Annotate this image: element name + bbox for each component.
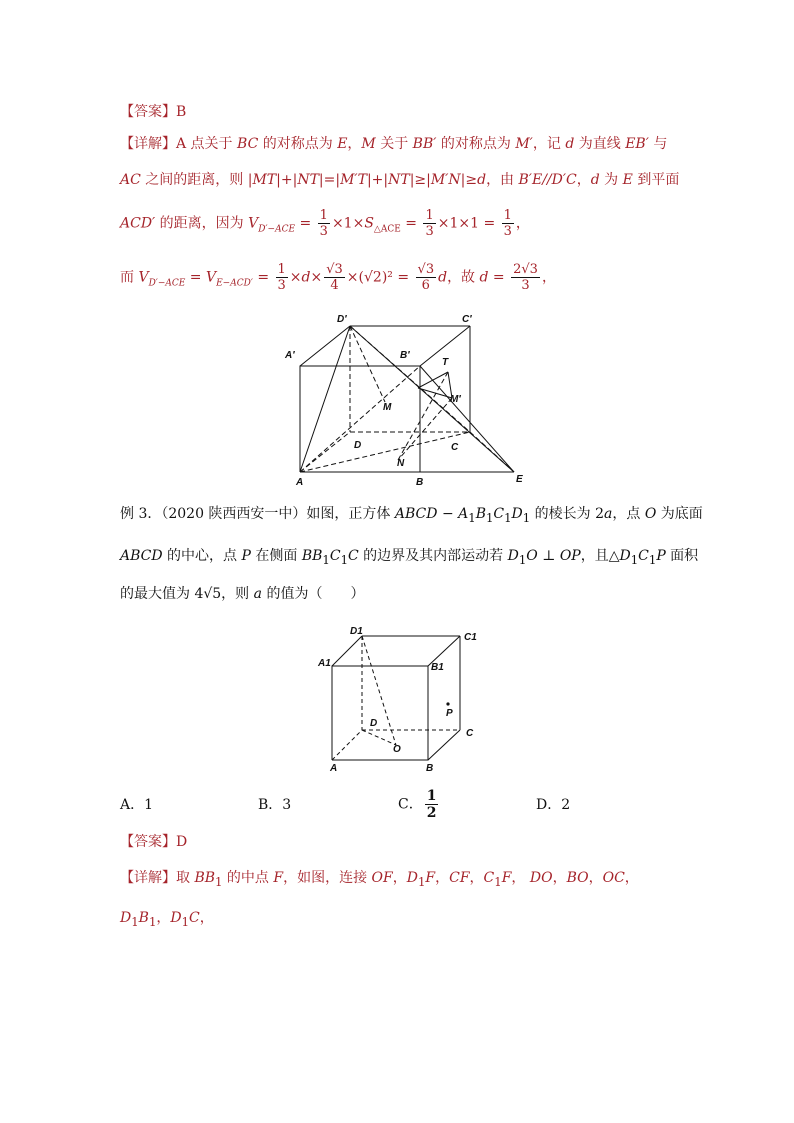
option-c[interactable]: C． $\frac{1}{2}$ — [398, 788, 437, 821]
label-B-prime: B′ — [400, 350, 410, 361]
detail-1-line-2: AC 之间的距离，则 |MT|+|NT|=|M′T|+|NT|≥|M′N|≥d，由 B′E//D′C，d 为 E 到平面 — [120, 172, 680, 188]
label-D: D — [370, 718, 378, 729]
answer-value: B — [176, 104, 187, 120]
answer-value: D — [176, 834, 188, 850]
label-B: B — [426, 763, 434, 774]
label-M-prime: M′ — [450, 394, 461, 405]
option-b[interactable]: B．3 — [258, 797, 292, 813]
label-E: E — [516, 474, 523, 485]
detail-label: 【详解】 — [120, 870, 176, 886]
answer-1 — [120, 102, 186, 122]
detail-1-line-4: 而 $V_{D'-ACE} = V_{E-ACD'}$ = $\frac{1}{3}$ ×d× $\frac{√3}{4}$ ×(√2)² = $\frac{√3}{6}$ d，故 d = $\frac{2√3}{3}$ ， — [120, 262, 556, 293]
label-B: B — [416, 477, 424, 488]
example-3-line-3: 的最大值为 4√5，则 a 的值为（ ） — [120, 586, 365, 602]
label-C1: C1 — [464, 632, 477, 643]
detail-2-line-1: 【详解】取 $BB_1$ 的中点 F，如图，连接 OF，$D_1F$，CF，$C_1F$， DO，BO，OC， — [120, 870, 639, 889]
answer-label: 【答案】 — [120, 834, 176, 850]
option-d[interactable]: D．2 — [536, 797, 571, 813]
detail-1-line-3: ACD′ 的距离，因为 $V_{D'-ACE}$ = $\frac{1}{3}$ $\times 1\times S_{\triangle ACE}$ = $\frac{1}{3}$ ×1×1 = $\frac{1}{3}$ ， — [120, 208, 530, 239]
figure-1-cube-diagram — [270, 308, 540, 488]
label-C: C — [451, 442, 459, 453]
label-P: P — [446, 708, 453, 719]
label-A: A — [330, 763, 338, 774]
label-C: C — [466, 728, 474, 739]
label-N: N — [397, 458, 405, 469]
label-A: A — [296, 477, 304, 488]
figure-2-cube-diagram — [310, 622, 490, 774]
detail-2-line-2: $D_1B_1$，$D_1C$， — [120, 910, 214, 929]
option-a[interactable]: A．1 — [120, 797, 154, 813]
detail-label: 【详解】 — [120, 136, 176, 152]
example-3-line-1: 例 3．（2020 陕西西安一中）如图，正方体 ABCD − $A_1B_1C_1D_1$ 的棱长为 2a，点 O 为底面 — [120, 506, 703, 525]
label-D-prime: D′ — [337, 314, 347, 325]
label-D: D — [354, 440, 362, 451]
label-A-prime: A′ — [285, 350, 295, 361]
label-T: T — [442, 357, 449, 368]
label-B1: B1 — [431, 662, 444, 673]
answer-label: 【答案】 — [120, 104, 176, 120]
label-O: O — [393, 744, 401, 755]
label-M: M — [383, 402, 392, 413]
label-A1: A1 — [318, 658, 331, 669]
label-D1: D1 — [350, 626, 363, 637]
label-C-prime: C′ — [462, 314, 472, 325]
detail-1-line-1: 【详解】A 点关于 BC 的对称点为 E，M 关于 BB′ 的对称点为 M′，记 d 为直线 EB′ 与 — [120, 136, 668, 152]
answer-2 — [120, 832, 187, 852]
example-3-line-2: ABCD 的中心，点 P 在侧面 $BB_1C_1C$ 的边界及其内部运动若 $D_1O$ ⊥ OP，且$\triangle D_1C_1P$ 面积 — [120, 548, 699, 567]
